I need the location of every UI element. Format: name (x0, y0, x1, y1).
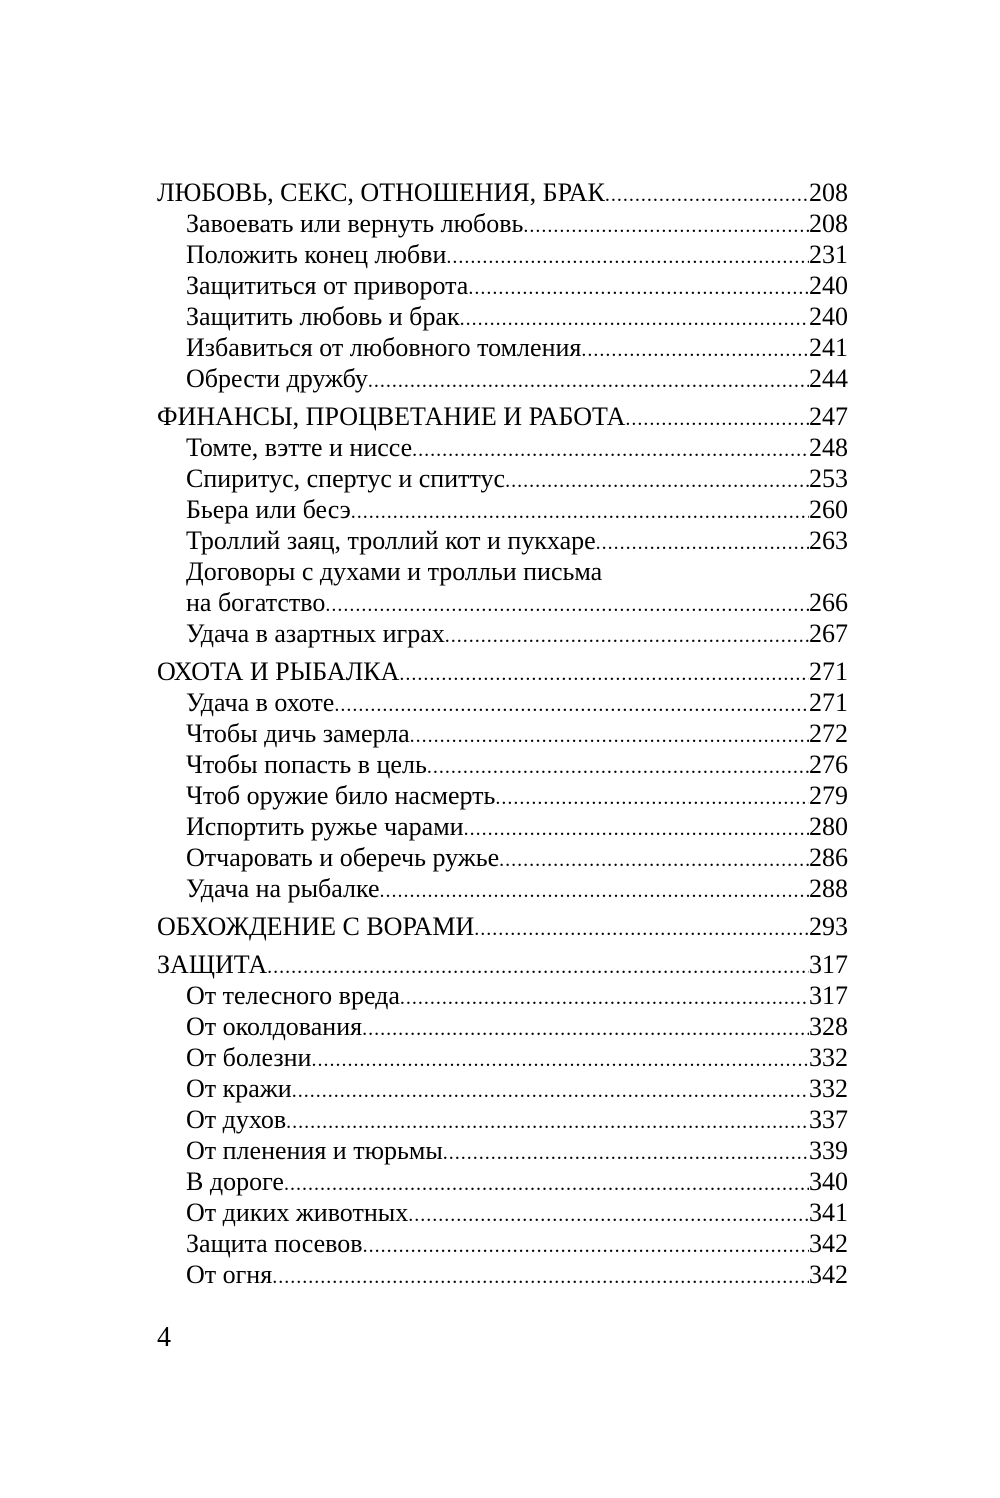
toc-item-title: От пленения и тюрьмы (186, 1136, 443, 1165)
toc-section-finance (157, 401, 848, 432)
toc-item (157, 842, 848, 873)
toc-item-title: Удача на рыбалке (186, 874, 380, 903)
toc-item-line-1 (157, 556, 848, 587)
dot-leader (427, 752, 809, 783)
table-of-contents (157, 177, 848, 1290)
toc-item (157, 618, 848, 649)
dot-leader (446, 242, 809, 273)
toc-page-number: 271 (809, 657, 848, 686)
toc-page-number: 241 (809, 333, 848, 362)
toc-item-title: Томте, вэтте и ниссе (186, 433, 413, 462)
toc-section-title: ЗАЩИТА (157, 950, 268, 979)
dot-leader (362, 1014, 809, 1045)
toc-page-number: 337 (809, 1105, 848, 1134)
dot-leader (408, 1200, 809, 1231)
toc-item (157, 1073, 848, 1104)
toc-item (157, 1011, 848, 1042)
toc-item (157, 1166, 848, 1197)
toc-page-number: 279 (809, 781, 848, 810)
dot-leader (523, 211, 809, 242)
toc-item (157, 363, 848, 394)
dot-leader (399, 659, 809, 690)
toc-item (157, 208, 848, 239)
dot-leader (363, 1231, 809, 1262)
dot-leader (325, 590, 809, 621)
toc-item-title: Чтоб оружие било насмерть (186, 781, 496, 810)
toc-section-title: ЛЮБОВЬ, СЕКС, ОТНОШЕНИЯ, БРАК (157, 178, 605, 207)
toc-item-title: От диких животных (186, 1198, 409, 1227)
toc-page-number: 231 (809, 240, 848, 269)
toc-page-number: 248 (809, 433, 848, 462)
page-number: 4 (157, 1322, 171, 1353)
toc-item-title: От болезни (186, 1043, 312, 1072)
dot-leader (460, 304, 809, 335)
toc-item (157, 301, 848, 332)
dot-leader (445, 621, 809, 652)
toc-item (157, 749, 848, 780)
toc-item (157, 332, 848, 363)
toc-item (157, 1197, 848, 1228)
dot-leader (380, 876, 809, 907)
toc-item (157, 1104, 848, 1135)
toc-section-thieves (157, 911, 848, 942)
dot-leader (505, 466, 809, 497)
toc-page-number: 342 (809, 1229, 848, 1258)
toc-item-title: Обрести дружбу (186, 364, 368, 393)
toc-page-number: 240 (809, 302, 848, 331)
toc-page-number: 339 (809, 1136, 848, 1165)
toc-item-title: В дороге (186, 1167, 284, 1196)
toc-section-title: ОБХОЖДЕНИЕ С ВОРАМИ (157, 912, 475, 941)
toc-item-title: Удача в охоте (186, 688, 335, 717)
dot-leader (267, 952, 809, 983)
toc-page-number: 260 (809, 495, 848, 524)
toc-page-number: 263 (809, 526, 848, 555)
toc-item-title: Завоевать или вернуть любовь (186, 209, 524, 238)
dot-leader (284, 1169, 809, 1200)
toc-item (157, 780, 848, 811)
toc-page-number: 317 (809, 950, 848, 979)
dot-leader (272, 1262, 809, 1293)
toc-page-number: 293 (809, 912, 848, 941)
toc-item-title: От духов (186, 1105, 287, 1134)
dot-leader (410, 721, 809, 752)
toc-item (157, 494, 848, 525)
toc-page-number: 244 (809, 364, 848, 393)
toc-page-number: 253 (809, 464, 848, 493)
toc-item-title: Избавиться от любовного томления (186, 333, 582, 362)
toc-item (157, 463, 848, 494)
toc-page-number: 208 (809, 178, 848, 207)
toc-page-number: 328 (809, 1012, 848, 1041)
toc-page-number: 276 (809, 750, 848, 779)
toc-item-title: Положить конец любви (186, 240, 447, 269)
dot-leader (464, 814, 809, 845)
toc-item-title: От телесного вреда (186, 981, 400, 1010)
toc-page-number: 240 (809, 271, 848, 300)
toc-item-title: Троллий заяц, троллий кот и пукхаре (186, 526, 596, 555)
toc-section-title: ОХОТА И РЫБАЛКА (157, 657, 400, 686)
toc-item (157, 1042, 848, 1073)
dot-leader (351, 497, 809, 528)
toc-item (157, 718, 848, 749)
toc-item-title: Защититься от приворота (186, 271, 469, 300)
toc-item-title: Бьера или бесэ (186, 495, 351, 524)
dot-leader (311, 1045, 809, 1076)
toc-page-number: 340 (809, 1167, 848, 1196)
toc-item (157, 687, 848, 718)
toc-section-protection (157, 949, 848, 980)
toc-item-title: Удача в азартных играх (186, 619, 445, 648)
toc-item-title: От кражи (186, 1074, 292, 1103)
toc-item-title: От огня (186, 1260, 273, 1289)
toc-item (157, 873, 848, 904)
toc-item (157, 811, 848, 842)
dot-leader (368, 366, 809, 397)
toc-item-title: Чтобы попасть в цель (186, 750, 427, 779)
toc-page-number: 341 (809, 1198, 848, 1227)
toc-page-number: 247 (809, 402, 848, 431)
toc-page-number: 342 (809, 1260, 848, 1289)
toc-item (157, 1135, 848, 1166)
toc-item-title: Защита посевов (186, 1229, 363, 1258)
toc-item (157, 270, 848, 301)
dot-leader (499, 845, 809, 876)
toc-item (157, 1228, 848, 1259)
toc-page-number: 288 (809, 874, 848, 903)
dot-leader (605, 180, 809, 211)
dot-leader (625, 404, 809, 435)
dot-leader (581, 335, 809, 366)
dot-leader (596, 528, 809, 559)
dot-leader (474, 914, 809, 945)
toc-item-title: Защитить любовь и брак (186, 302, 460, 331)
toc-item-title: Спиритус, спертус и спиттус (186, 464, 506, 493)
toc-page-number: 332 (809, 1074, 848, 1103)
dot-leader (400, 983, 809, 1014)
dot-leader (495, 783, 809, 814)
toc-page-number: 267 (809, 619, 848, 648)
toc-page-number: 286 (809, 843, 848, 872)
toc-item-title: Чтобы дичь замерла (186, 719, 410, 748)
dot-leader (468, 273, 809, 304)
toc-section-love (157, 177, 848, 208)
toc-section-hunting (157, 656, 848, 687)
toc-item-title: Договоры с духами и тролльи письма (186, 557, 603, 586)
dot-leader (334, 690, 809, 721)
toc-item (157, 525, 848, 556)
dot-leader (412, 435, 809, 466)
toc-item (157, 980, 848, 1011)
toc-page-number: 208 (809, 209, 848, 238)
toc-page-number: 271 (809, 688, 848, 717)
toc-page-number: 280 (809, 812, 848, 841)
toc-page-number: 317 (809, 981, 848, 1010)
toc-item-title: От околдования (186, 1012, 363, 1041)
toc-item (157, 432, 848, 463)
dot-leader (292, 1076, 809, 1107)
dot-leader (443, 1138, 809, 1169)
toc-page-number: 332 (809, 1043, 848, 1072)
toc-item-title: Испортить ружье чарами (186, 812, 464, 841)
toc-page-number: 266 (809, 588, 848, 617)
toc-page-number: 272 (809, 719, 848, 748)
toc-item (157, 239, 848, 270)
toc-item (157, 587, 848, 618)
toc-item (157, 1259, 848, 1290)
toc-section-title: ФИНАНСЫ, ПРОЦВЕТАНИЕ И РАБОТА (157, 402, 626, 431)
toc-item-title: на богатство (186, 588, 326, 617)
dot-leader (286, 1107, 809, 1138)
toc-item-title: Отчаровать и оберечь ружье (186, 843, 500, 872)
